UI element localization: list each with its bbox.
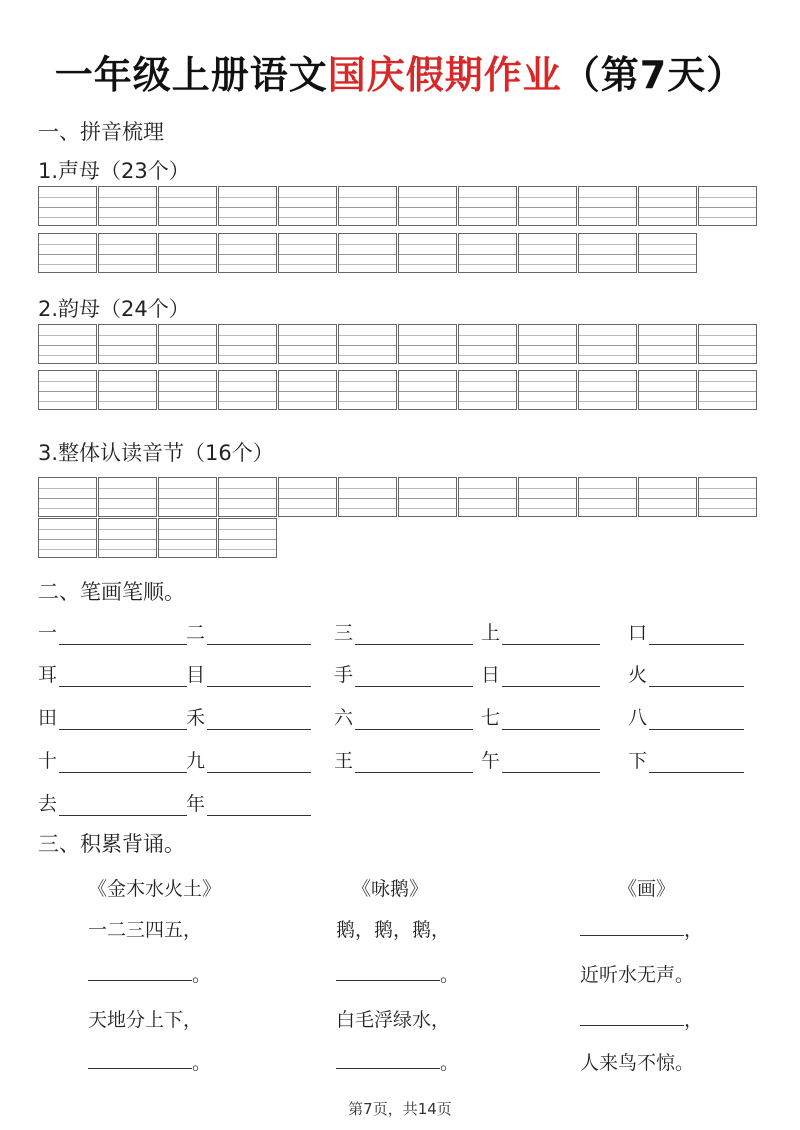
writing-cell[interactable] [38, 233, 97, 273]
poem-line [580, 960, 694, 987]
initials-grid-row1 [38, 186, 757, 226]
writing-cell[interactable] [158, 186, 217, 226]
writing-cell[interactable] [638, 233, 697, 273]
syllables-heading: 3.整体认读音节（16个） [38, 441, 274, 465]
title-homework: 国庆假期作业 [327, 53, 562, 97]
stroke-item [38, 703, 187, 730]
poem-text: 白毛浮绿水， [336, 1009, 451, 1031]
stroke-answer-blank[interactable] [502, 752, 600, 773]
poem-text: 一二三四五， [88, 919, 203, 941]
stroke-char: 日 [481, 664, 501, 686]
stroke-item [38, 789, 187, 816]
poem-line [580, 1005, 703, 1032]
stroke-char: 去 [38, 793, 58, 815]
stroke-char: 口 [628, 622, 648, 644]
stroke-char: 禾 [186, 707, 206, 729]
writing-cell[interactable] [38, 186, 97, 226]
stroke-answer-blank[interactable] [649, 624, 744, 645]
stroke-char: 一 [38, 622, 58, 644]
stroke-char: 八 [628, 707, 648, 729]
poem-answer-blank[interactable] [88, 962, 192, 981]
stroke-item [38, 746, 187, 773]
writing-cell[interactable] [158, 233, 217, 273]
writing-cell[interactable] [458, 370, 517, 410]
writing-cell[interactable] [458, 477, 517, 517]
stroke-answer-blank[interactable] [502, 666, 600, 687]
stroke-answer-blank[interactable] [355, 666, 473, 687]
poem-line [88, 1005, 202, 1032]
stroke-item [186, 618, 311, 645]
stroke-answer-blank[interactable] [207, 795, 311, 816]
poem-punctuation: ， [684, 1009, 704, 1031]
writing-cell[interactable] [38, 477, 97, 517]
stroke-item [186, 660, 311, 687]
writing-cell[interactable] [158, 518, 217, 558]
writing-cell[interactable] [698, 477, 757, 517]
stroke-answer-blank[interactable] [59, 624, 187, 645]
stroke-item [334, 618, 473, 645]
stroke-char: 午 [481, 750, 501, 772]
stroke-item [186, 789, 311, 816]
stroke-char: 火 [628, 664, 648, 686]
poem-line [580, 915, 703, 942]
initials-heading: 1.声母（23个） [38, 159, 190, 183]
stroke-item [186, 746, 311, 773]
stroke-item [186, 703, 311, 730]
writing-cell[interactable] [98, 477, 157, 517]
stroke-char: 下 [628, 750, 648, 772]
poem-line [336, 915, 450, 942]
stroke-char: 年 [186, 793, 206, 815]
writing-cell[interactable] [218, 477, 277, 517]
writing-cell[interactable] [98, 186, 157, 226]
writing-cell[interactable] [398, 324, 457, 364]
stroke-answer-blank[interactable] [207, 752, 311, 773]
stroke-item [334, 660, 473, 687]
writing-cell[interactable] [338, 233, 397, 273]
stroke-answer-blank[interactable] [649, 666, 744, 687]
initials-grid-row2 [38, 233, 697, 273]
writing-cell[interactable] [278, 186, 337, 226]
writing-cell[interactable] [458, 186, 517, 226]
writing-cell[interactable] [698, 370, 757, 410]
stroke-char: 目 [186, 664, 206, 686]
writing-cell[interactable] [278, 370, 337, 410]
writing-cell[interactable] [158, 324, 217, 364]
stroke-answer-blank[interactable] [502, 709, 600, 730]
writing-cell[interactable] [578, 186, 637, 226]
stroke-item [38, 618, 187, 645]
stroke-item [334, 703, 473, 730]
poem-title: 《咏鹅》 [352, 878, 429, 900]
writing-cell[interactable] [518, 233, 577, 273]
stroke-char: 手 [334, 664, 354, 686]
syllables-grid-row2 [38, 518, 277, 558]
writing-cell[interactable] [158, 477, 217, 517]
stroke-answer-blank[interactable] [649, 752, 744, 773]
writing-cell[interactable] [518, 370, 577, 410]
writing-cell[interactable] [698, 186, 757, 226]
writing-cell[interactable] [518, 186, 577, 226]
writing-cell[interactable] [218, 370, 277, 410]
stroke-item [628, 746, 744, 773]
writing-cell[interactable] [638, 477, 697, 517]
poem-punctuation: 。 [192, 964, 212, 986]
writing-cell[interactable] [338, 186, 397, 226]
poem-answer-blank[interactable] [88, 1050, 192, 1069]
writing-cell[interactable] [578, 233, 637, 273]
stroke-answer-blank[interactable] [355, 752, 473, 773]
writing-cell[interactable] [398, 477, 457, 517]
stroke-item [481, 618, 600, 645]
poem-punctuation: 。 [440, 964, 460, 986]
writing-cell[interactable] [578, 370, 637, 410]
poem-line [88, 1048, 211, 1075]
writing-cell[interactable] [398, 233, 457, 273]
writing-cell[interactable] [638, 186, 697, 226]
poem-line [336, 1048, 459, 1075]
stroke-answer-blank[interactable] [355, 709, 473, 730]
writing-cell[interactable] [578, 477, 637, 517]
title-day: （第7天） [561, 53, 746, 97]
writing-cell[interactable] [638, 324, 697, 364]
stroke-item [481, 660, 600, 687]
stroke-item [481, 746, 600, 773]
poem-answer-blank[interactable] [336, 962, 440, 981]
writing-cell[interactable] [338, 324, 397, 364]
writing-cell[interactable] [98, 518, 157, 558]
poem-title: 《金木水火土》 [88, 878, 222, 900]
writing-cell[interactable] [338, 477, 397, 517]
poem-punctuation: 。 [192, 1052, 212, 1074]
stroke-answer-blank[interactable] [59, 709, 187, 730]
poem-line [336, 1005, 450, 1032]
writing-cell[interactable] [218, 233, 277, 273]
writing-cell[interactable] [458, 233, 517, 273]
poem-text: 天地分上下， [88, 1009, 203, 1031]
stroke-char: 三 [334, 622, 354, 644]
poem-text: 人来鸟不惊。 [580, 1052, 695, 1074]
stroke-answer-blank[interactable] [502, 624, 600, 645]
writing-cell[interactable] [158, 370, 217, 410]
stroke-answer-blank[interactable] [649, 709, 744, 730]
stroke-char: 耳 [38, 664, 58, 686]
section1-heading: 一、拼音梳理 [38, 120, 164, 144]
section2-heading: 二、笔画笔顺。 [38, 580, 185, 604]
poem-line [88, 960, 211, 987]
writing-cell[interactable] [38, 370, 97, 410]
writing-cell[interactable] [578, 324, 637, 364]
stroke-item [628, 618, 744, 645]
stroke-answer-blank[interactable] [207, 624, 311, 645]
writing-cell[interactable] [398, 370, 457, 410]
stroke-char: 十 [38, 750, 58, 772]
title-grade: 一年级上册语文 [54, 53, 328, 97]
stroke-answer-blank[interactable] [59, 752, 187, 773]
stroke-char: 七 [481, 707, 501, 729]
poem-answer-blank[interactable] [580, 917, 684, 936]
poem-text: 鹅，鹅，鹅， [336, 919, 451, 941]
writing-cell[interactable] [698, 324, 757, 364]
page-footer: 第7页，共14页 [348, 1100, 452, 1118]
stroke-item [628, 660, 744, 687]
poem-line [580, 1048, 694, 1075]
poem-title: 《画》 [618, 878, 676, 900]
writing-cell[interactable] [518, 477, 577, 517]
poem-line [88, 915, 202, 942]
writing-cell[interactable] [518, 324, 577, 364]
writing-cell[interactable] [218, 186, 277, 226]
stroke-char: 田 [38, 707, 58, 729]
writing-cell[interactable] [218, 518, 277, 558]
finals-heading: 2.韵母（24个） [38, 297, 190, 321]
writing-cell[interactable] [218, 324, 277, 364]
writing-cell[interactable] [98, 233, 157, 273]
writing-cell[interactable] [278, 324, 337, 364]
poem-answer-blank[interactable] [336, 1050, 440, 1069]
poem-punctuation: ， [684, 919, 704, 941]
stroke-answer-blank[interactable] [207, 666, 311, 687]
writing-cell[interactable] [338, 370, 397, 410]
syllables-grid-row1 [38, 477, 757, 517]
writing-cell[interactable] [458, 324, 517, 364]
stroke-char: 九 [186, 750, 206, 772]
stroke-char: 六 [334, 707, 354, 729]
stroke-char: 上 [481, 622, 501, 644]
stroke-item [481, 703, 600, 730]
stroke-answer-blank[interactable] [355, 624, 473, 645]
stroke-answer-blank[interactable] [207, 709, 311, 730]
writing-cell[interactable] [98, 324, 157, 364]
section3-heading: 三、积累背诵。 [38, 832, 185, 856]
writing-cell[interactable] [398, 186, 457, 226]
page-title [0, 44, 800, 99]
poem-answer-blank[interactable] [580, 1007, 684, 1026]
poem-line [336, 960, 459, 987]
writing-cell[interactable] [98, 370, 157, 410]
stroke-answer-blank[interactable] [59, 795, 187, 816]
poem-punctuation: 。 [440, 1052, 460, 1074]
writing-cell[interactable] [278, 233, 337, 273]
writing-cell[interactable] [38, 518, 97, 558]
finals-grid-row1 [38, 324, 757, 364]
poem-text: 近听水无声。 [580, 964, 695, 986]
stroke-item [628, 703, 744, 730]
stroke-char: 二 [186, 622, 206, 644]
stroke-char: 王 [334, 750, 354, 772]
writing-cell[interactable] [38, 324, 97, 364]
stroke-item [334, 746, 473, 773]
writing-cell[interactable] [278, 477, 337, 517]
stroke-item [38, 660, 187, 687]
writing-cell[interactable] [638, 370, 697, 410]
stroke-answer-blank[interactable] [59, 666, 187, 687]
finals-grid-row2 [38, 370, 757, 410]
